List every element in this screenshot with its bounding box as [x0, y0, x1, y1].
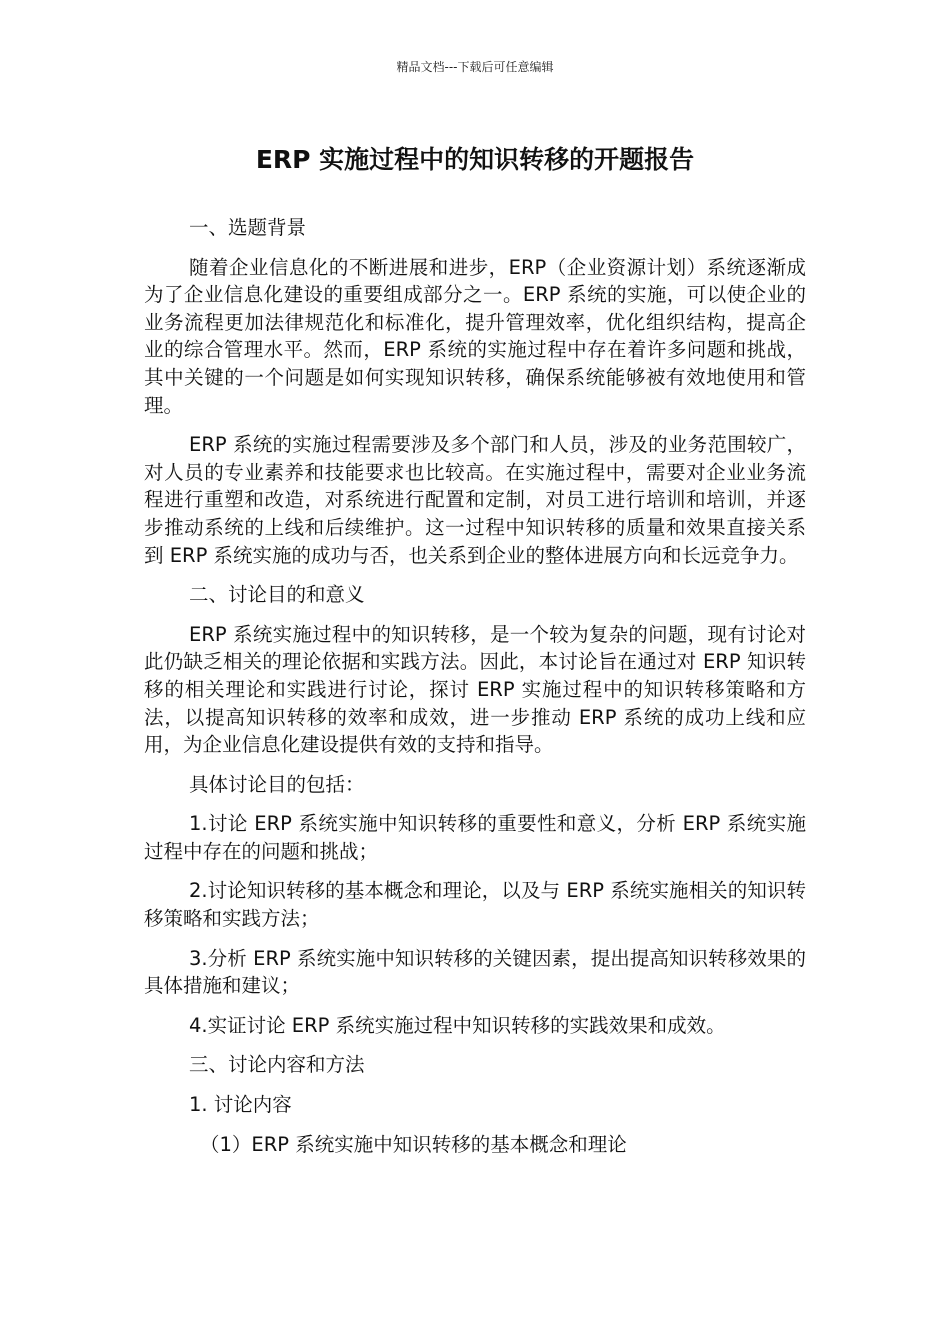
paragraph: 具体讨论目的包括： — [189, 772, 365, 796]
section-heading-background: 一、选题背景 — [189, 216, 307, 239]
paragraph: 随着企业信息化的不断进展和进步，ERP（企业资源计划）系统逐渐成为了企业信息化建设的重要组成部分之一。ERP 系统的实施，可以使企业的业务流程更加法律规范化和标准化，提升管理效率，优化组织结构，提高企业的综合管理水平。然而，ERP 系统的实施过程中存在着许多问题和挑战，其中关键的一个问题是如何实现知识转移，确保系统能够被有效地使用和管理。 — [144, 255, 806, 417]
document-title: ERP 实施过程中的知识转移的开题报告 — [255, 145, 695, 174]
header-note: 精品文档---下载后可任意编辑 — [396, 60, 554, 74]
list-item: 1.讨论 ERP 系统实施中知识转移的重要性和意义，分析 ERP 系统实施过程中存在的问题和挑战； — [144, 812, 806, 863]
paragraph: ERP 系统的实施过程需要涉及多个部门和人员，涉及的业务范围较广，对人员的专业素养和技能要求也比较高。在实施过程中，需要对企业业务流程进行重塑和改造，对系统进行配置和定制，对员工进行培训和培训，并逐步推动系统的上线和后续维护。这一过程中知识转移的质量和效果直接关系到 ERP 系统实施的成功与否，也关系到企业的整体进展方向和长远竞争力。 — [144, 433, 806, 567]
list-item: 3.分析 ERP 系统实施中知识转移的关键因素，提出提高知识转移效果的具体措施和建议； — [144, 946, 806, 998]
section-heading-purpose: 二、讨论目的和意义 — [189, 583, 365, 607]
subsection-item: （1）ERP 系统实施中知识转移的基本概念和理论 — [200, 1132, 627, 1156]
paragraph: ERP 系统实施过程中的知识转移，是一个较为复杂的问题，现有讨论对此仍缺乏相关的理论依据和实践方法。因此，本讨论旨在通过对 ERP 知识转移的相关理论和实践进行讨论，探讨 ERP 实施过程中的知识转移策略和方法，以提高知识转移的效率和成效，进一步推动 ERP 系统的成功上线和应用，为企业信息化建设提供有效的支持和指导。 — [144, 622, 806, 757]
section-heading-content-method: 三、讨论内容和方法 — [189, 1053, 365, 1077]
subsection-heading: 1. 讨论内容 — [189, 1093, 292, 1117]
list-item: 4.实证讨论 ERP 系统实施过程中知识转移的实践效果和成效。 — [189, 1013, 726, 1037]
list-item: 2.讨论知识转移的基本概念和理论，以及与 ERP 系统实施相关的知识转移策略和实践方法； — [144, 879, 806, 931]
document-body — [144, 214, 806, 1170]
